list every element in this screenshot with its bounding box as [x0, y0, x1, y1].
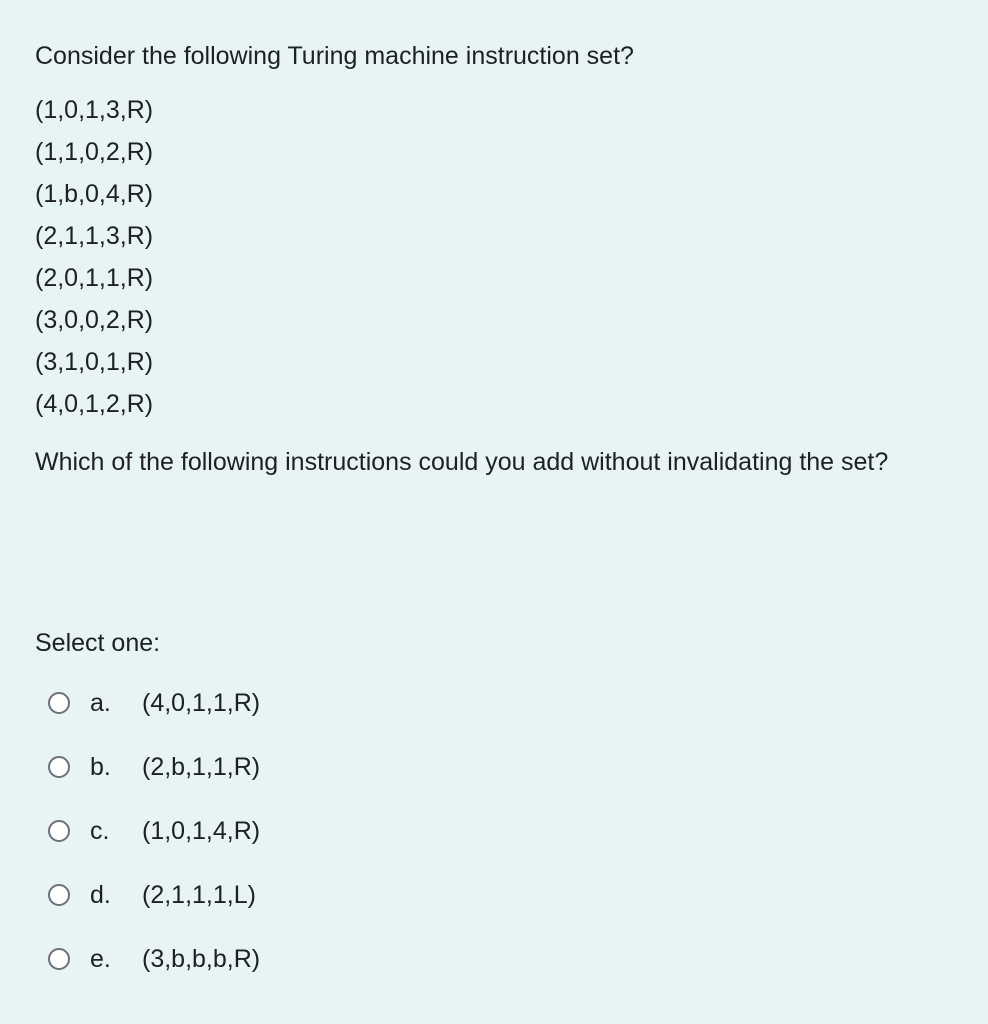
option-text[interactable]: (2,1,1,1,L)	[142, 880, 256, 909]
radio-button-d[interactable]	[48, 884, 70, 906]
question-prompt: Which of the following instructions could you add without invalidating the set?	[35, 448, 889, 476]
option-d[interactable]	[48, 863, 260, 927]
answer-options	[48, 671, 260, 991]
instruction-item: (1,b,0,4,R)	[35, 180, 154, 208]
option-letter: c.	[90, 816, 110, 845]
option-text[interactable]: (1,0,1,4,R)	[142, 816, 261, 845]
select-one-label: Select one:	[35, 629, 161, 657]
instruction-item: (4,0,1,2,R)	[35, 390, 154, 418]
option-a[interactable]	[48, 671, 260, 735]
instruction-item: (3,0,0,2,R)	[35, 306, 154, 334]
option-e[interactable]	[48, 927, 260, 991]
question-title: Consider the following Turing machine instruction set?	[35, 42, 634, 70]
option-text[interactable]: (3,b,b,b,R)	[142, 944, 261, 973]
option-letter: b.	[90, 752, 111, 781]
instruction-item: (1,0,1,3,R)	[35, 96, 154, 124]
radio-button-a[interactable]	[48, 692, 70, 714]
radio-button-c[interactable]	[48, 820, 70, 842]
option-letter: e.	[90, 944, 111, 973]
instruction-list	[35, 90, 153, 426]
option-text[interactable]: (2,b,1,1,R)	[142, 752, 261, 781]
option-letter: a.	[90, 688, 111, 717]
option-c[interactable]	[48, 799, 260, 863]
instruction-item: (3,1,0,1,R)	[35, 348, 154, 376]
instruction-item: (1,1,0,2,R)	[35, 138, 154, 166]
option-letter: d.	[90, 880, 111, 909]
radio-button-e[interactable]	[48, 948, 70, 970]
instruction-item: (2,0,1,1,R)	[35, 264, 154, 292]
option-b[interactable]	[48, 735, 260, 799]
instruction-item: (2,1,1,3,R)	[35, 222, 154, 250]
radio-button-b[interactable]	[48, 756, 70, 778]
option-text[interactable]: (4,0,1,1,R)	[142, 688, 261, 717]
